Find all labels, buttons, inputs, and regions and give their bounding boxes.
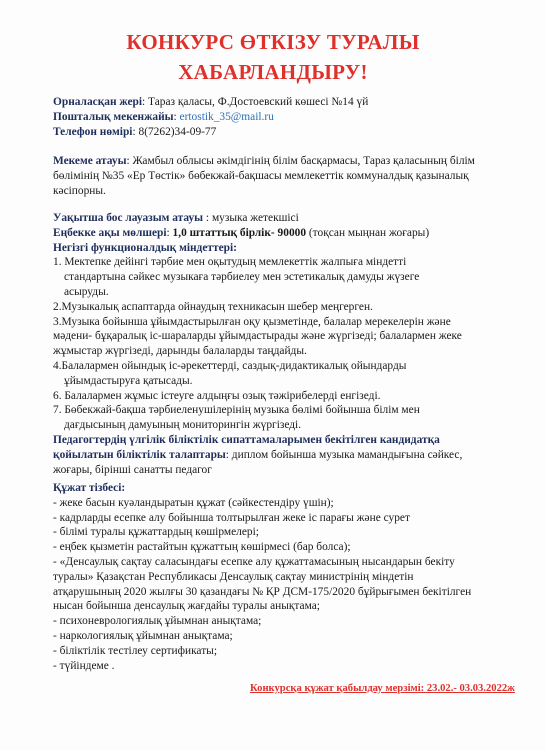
email-line <box>53 110 523 125</box>
email-separator: : <box>173 110 180 123</box>
email-label: Пошталық мекенжайы <box>53 110 174 123</box>
salary-amount: 1,0 штаттық бірлік- 90000 <box>172 226 307 239</box>
requirements-label-2: қойылатын біліктілік талаптары <box>53 448 226 461</box>
email-link[interactable]: ertostik_35@mail.ru <box>179 110 274 123</box>
salary-label: Еңбекке ақы мөлшері <box>53 226 167 239</box>
document-item: - білімі туралы құжаттардың көшірмелері; <box>53 526 259 539</box>
title-line-2: ХАБАРЛАНДЫРУ! <box>178 60 368 84</box>
phone-line <box>53 125 523 140</box>
deadline-note: Конкурсқа құжат қабылдау мерзімі: 23.02.- 03.03.2022ж <box>250 683 515 694</box>
requirements-value-3: жоғары, бірінші санатты педагог <box>53 463 212 476</box>
salary-separator: : <box>166 226 173 239</box>
title-line-1: КОНКУРС ӨТКІЗУ ТУРАЛЫ <box>126 30 420 54</box>
document-item: туралы» Қазақстан Республикасы Денсаулық сақтау министрінің міндетін <box>53 570 414 583</box>
duty-line: ұйымдастыруға қатысады. <box>64 374 193 387</box>
position-line <box>53 211 523 226</box>
org-line-1 <box>53 154 523 169</box>
duty-line: жұмыстар жүргізеді, дарынды балаларды таңдайды. <box>53 345 307 358</box>
phone-value: : 8(7262)34-09-77 <box>132 125 217 138</box>
position-label: Уақытша бос лауазым атауы <box>53 212 204 224</box>
requirements-line-2 <box>53 448 523 463</box>
duties-label: Негізгі функционалдық міндеттері: <box>53 241 237 254</box>
duty-line: 4.Балалармен ойындық іс-әрекеттерді, саздық-дидактикалық ойындарды <box>53 359 407 372</box>
salary-line <box>53 226 523 241</box>
org-line-3: кәсіпорны. <box>53 184 106 197</box>
duty-line: 6. Балалармен жұмыс істеуге алдыңғы озық тәжірибелерді енгізеді. <box>53 389 381 402</box>
documents-label: Құжат тізбесі: <box>53 482 126 494</box>
requirements-value-2: : диплом бойынша музыка мамандығына сәйкес, <box>225 448 463 461</box>
duty-line: 7. Бөбекжай-бақша тәрбиеленушілерінің музыка бөлімі бойынша білім мен <box>53 404 420 417</box>
duty-line: 3.Музыка бойынша ұйымдастырылған оқу қызметінде, балалар мерекелерін және <box>53 315 451 328</box>
org-text-1: : Жамбыл облысы әкімдігінің білім басқармасы, Тараз қаласының білім <box>126 155 475 167</box>
org-block <box>53 154 523 198</box>
documents-block <box>53 481 523 673</box>
document-item: - наркологиялық ұйымнан анықтама; <box>53 629 233 642</box>
document-item: атқарушының 2020 жылғы 30 қазандағы № ҚР ДСМ-175/2020 бұйрығымен бекітілген <box>53 585 472 598</box>
duty-line: 1. Мектепке дейінгі тәрбие мен оқытудың мемлекеттік жалпыға міндетті <box>53 256 407 269</box>
salary-words: (тоқсан мыңнан жоғары) <box>306 226 430 239</box>
vacancy-block <box>53 211 523 477</box>
document-item: - біліктілік тестілеу сертификаты; <box>53 644 217 657</box>
duty-line: 2.Музыкалық аспаптарда ойнаудың техникасын шебер меңгерген. <box>53 300 373 313</box>
duty-line: асыруды. <box>64 285 109 298</box>
duty-line: мәдени- бұқаралық іс-шараларды ұйымдастырады және жүргізеді; балалармен жеке <box>53 330 462 343</box>
document-item: - психоневрологиялық ұйымнан анықтама; <box>53 615 262 628</box>
document-item: - кадрларды есепке алу бойынша толтырылған жеке іс парағы және сурет <box>53 511 410 524</box>
document-item: - еңбек қызметін растайтын құжаттың көшірмесі (бар болса); <box>53 541 351 554</box>
org-line-2: бөлімінің №35 «Ер Төстік» бөбекжай-бақшасы мемлекеттік коммуналдық қазыналық <box>53 169 469 182</box>
address-label: Орналасқан жері <box>53 96 143 108</box>
document-item: - түйіндеме . <box>53 659 115 672</box>
duty-line: дағдысының дамуының мониторингін жүргізеді. <box>64 419 302 432</box>
duty-line: стандартына сәйкес музыкаға тәрбиелеу мен эстетикалық дамуды жүзеге <box>64 271 420 284</box>
phone-label: Телефон нөмірі <box>53 125 133 138</box>
document-item: нысан бойынша денсаулық жағдайы туралы анықтама; <box>53 600 320 613</box>
requirements-label-1: Педагогтердің үлгілік біліктілік сипаттамаларымен бекітілген кандидатқа <box>53 433 440 446</box>
document-item: - «Денсаулық сақтау саласындағы есепке алу құжаттамасының нысандарын бекіту <box>53 555 455 568</box>
org-label: Мекеме атауы <box>53 155 127 167</box>
address-value: : Тараз қаласы, Ф.Достоевский көшесі №14 үй <box>142 96 369 108</box>
contact-block <box>53 95 523 139</box>
position-value: : музыка жетекшісі <box>203 212 299 224</box>
document-item: - жеке басын куәландыратын құжат (сәйкестендіру үшін); <box>53 496 334 509</box>
address-line <box>53 95 523 110</box>
